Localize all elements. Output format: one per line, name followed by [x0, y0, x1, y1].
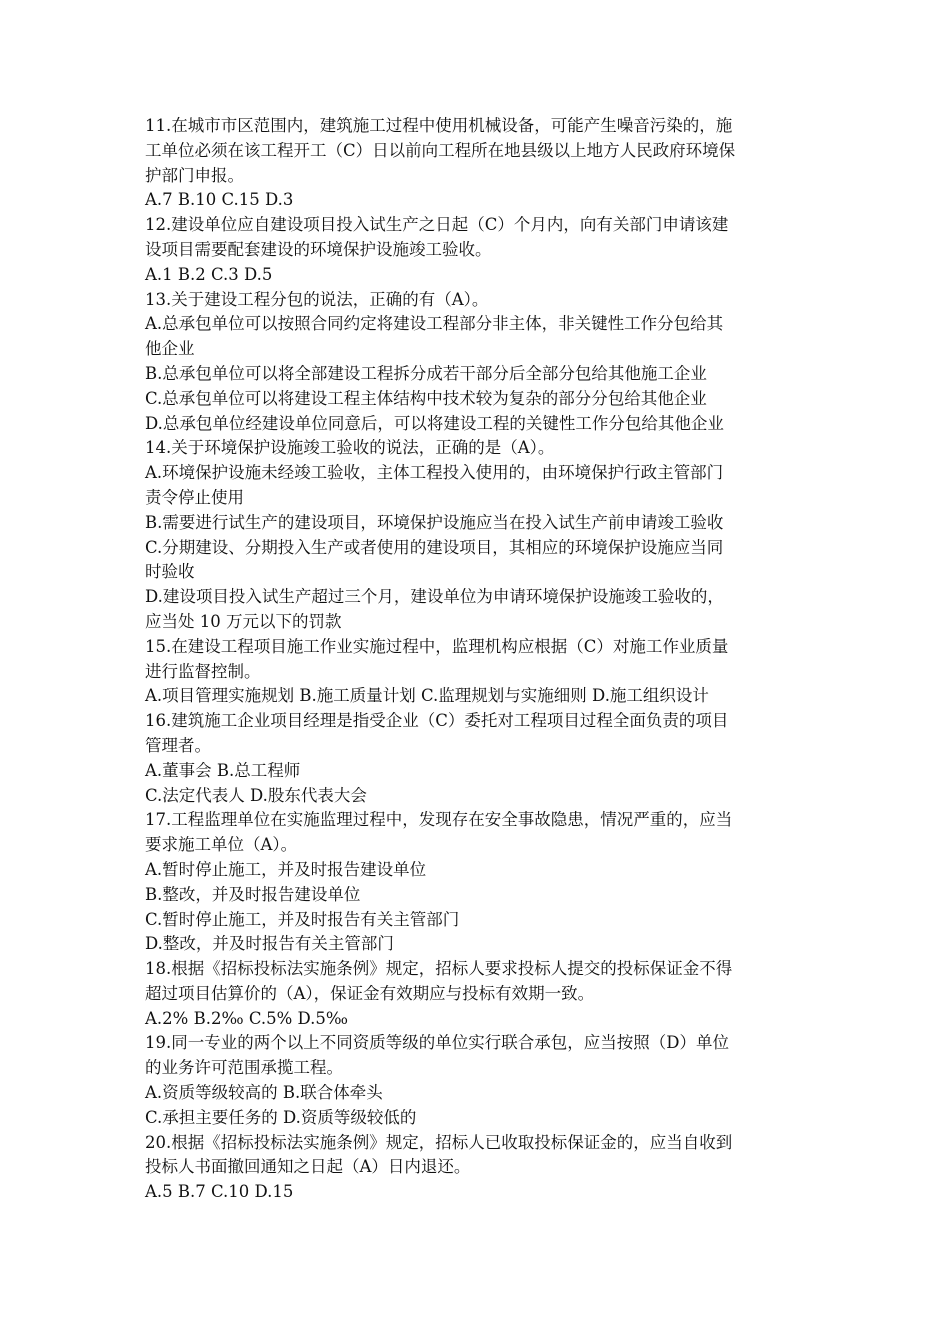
- question-text-line: A.5 B.7 C.10 D.15: [145, 1182, 294, 1202]
- question-text-line: A.暂时停止施工，并及时报告建设单位: [145, 859, 427, 879]
- question-text-line: 16.建筑施工企业项目经理是指受企业（C）委托对工程项目过程全面负责的项目: [145, 711, 729, 731]
- question-text-line: 管理者。: [145, 735, 211, 755]
- question-block-11: [145, 114, 825, 213]
- question-text-line: A.项目管理实施规划 B.施工质量计划 C.监理规划与实施细则 D.施工组织设计: [145, 686, 709, 706]
- question-text-line: 14.关于环境保护设施竣工验收的说法，正确的是（A）。: [145, 438, 555, 458]
- question-block-17: [145, 808, 825, 957]
- question-text-line: C.总承包单位可以将建设工程主体结构中技术较为复杂的部分分包给其他企业: [145, 388, 707, 408]
- question-text-line: B.整改，并及时报告建设单位: [145, 884, 361, 904]
- question-text-line: A.董事会 B.总工程师: [145, 760, 301, 780]
- question-block-13: [145, 288, 825, 437]
- question-text-line: A.7 B.10 C.15 D.3: [145, 190, 294, 210]
- question-text-line: 护部门申报。: [145, 165, 244, 185]
- question-text-line: A.环境保护设施未经竣工验收，主体工程投入使用的，由环境保护行政主管部门: [145, 463, 724, 483]
- question-text-line: C.分期建设、分期投入生产或者使用的建设项目，其相应的环境保护设施应当同: [145, 537, 724, 557]
- question-text-line: C.法定代表人 D.股东代表大会: [145, 785, 367, 805]
- question-text-line: 13.关于建设工程分包的说法，正确的有（A）。: [145, 289, 489, 309]
- question-block-20: [145, 1131, 825, 1205]
- question-block-14: [145, 436, 825, 634]
- question-text-line: 责令停止使用: [145, 487, 244, 507]
- question-text-line: 时验收: [145, 562, 195, 582]
- document-page: [145, 114, 825, 1205]
- question-text-line: D.建设项目投入试生产超过三个月，建设单位为申请环境保护设施竣工验收的，: [145, 587, 724, 607]
- question-text-line: 应当处 10 万元以下的罚款: [145, 611, 342, 631]
- question-text-line: 工单位必须在该工程开工（C）日以前向工程所在地县级以上地方人民政府环境保: [145, 140, 736, 160]
- question-text-line: B.总承包单位可以将全部建设工程拆分成若干部分后全部分包给其他施工企业: [145, 363, 707, 383]
- question-text-line: 15.在建设工程项目施工作业实施过程中，监理机构应根据（C）对施工作业质量: [145, 636, 729, 656]
- question-block-18: [145, 957, 825, 1031]
- question-text-line: 进行监督控制。: [145, 661, 261, 681]
- question-text-line: 的业务许可范围承揽工程。: [145, 1058, 343, 1078]
- question-text-line: 18.根据《招标投标法实施条例》规定，招标人要求投标人提交的投标保证金不得: [145, 959, 733, 979]
- question-text-line: A.总承包单位可以按照合同约定将建设工程部分非主体，非关键性工作分包给其: [145, 314, 724, 334]
- question-text-line: D.整改，并及时报告有关主管部门: [145, 934, 394, 954]
- question-text-line: C.暂时停止施工，并及时报告有关主管部门: [145, 909, 460, 929]
- question-text-line: 超过项目估算价的（A），保证金有效期应与投标有效期一致。: [145, 983, 595, 1003]
- question-text-line: A.资质等级较高的 B.联合体牵头: [145, 1083, 383, 1103]
- question-text-line: B.需要进行试生产的建设项目，环境保护设施应当在投入试生产前申请竣工验收: [145, 512, 724, 532]
- question-text-line: 投标人书面撤回通知之日起（A）日内退还。: [145, 1157, 471, 1177]
- question-text-line: 要求施工单位（A）。: [145, 835, 298, 855]
- question-text-line: 他企业: [145, 339, 195, 359]
- question-text-line: 17.工程监理单位在实施监理过程中，发现存在安全事故隐患，情况严重的，应当: [145, 810, 733, 830]
- question-text-line: C.承担主要任务的 D.资质等级较低的: [145, 1107, 417, 1127]
- question-text-line: 设项目需要配套建设的环境保护设施竣工验收。: [145, 239, 492, 259]
- question-text-line: A.1 B.2 C.3 D.5: [145, 264, 273, 284]
- question-text-line: D.总承包单位经建设单位同意后，可以将建设工程的关键性工作分包给其他企业: [145, 413, 724, 433]
- question-text-line: 11.在城市市区范围内，建筑施工过程中使用机械设备，可能产生噪音污染的，施: [145, 116, 733, 135]
- question-text-line: 20.根据《招标投标法实施条例》规定，招标人已收取投标保证金的，应当自收到: [145, 1132, 733, 1152]
- question-text-line: 19.同一专业的两个以上不同资质等级的单位实行联合承包，应当按照（D）单位: [145, 1033, 729, 1053]
- question-block-12: [145, 213, 825, 287]
- question-text-line: 12.建设单位应自建设项目投入试生产之日起（C）个月内，向有关部门申请该建: [145, 215, 729, 235]
- question-block-15: [145, 635, 825, 709]
- question-block-16: [145, 709, 825, 808]
- question-text-line: A.2% B.2‰ C.5% D.5‰: [145, 1008, 349, 1028]
- question-block-19: [145, 1031, 825, 1130]
